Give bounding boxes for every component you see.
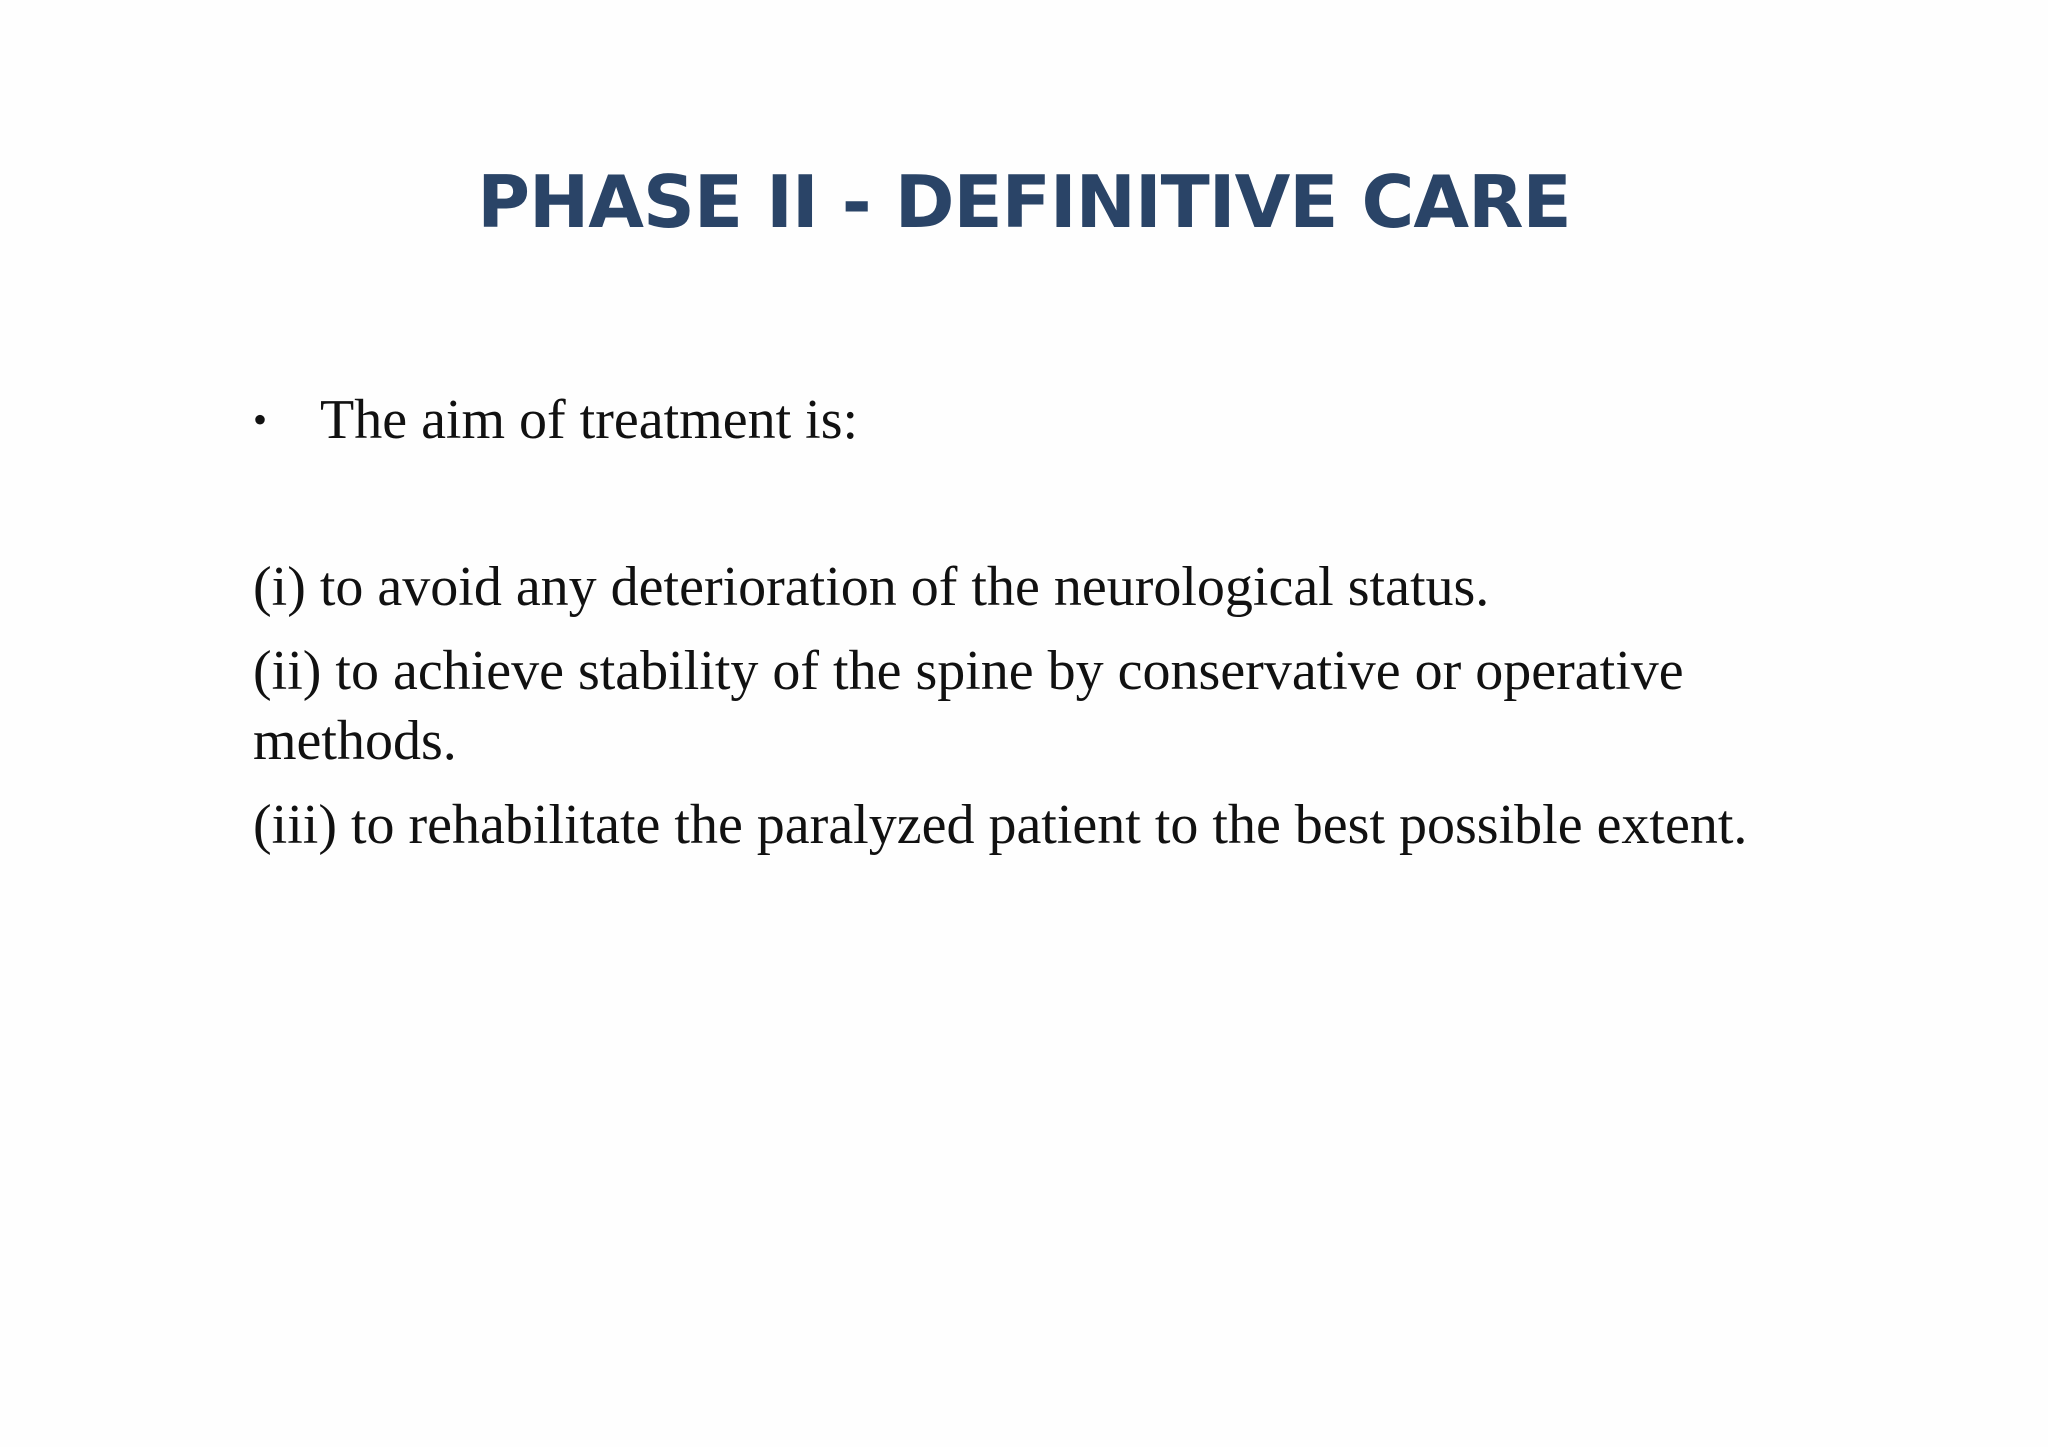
aim-list (253, 552, 1813, 874)
bullet-item (253, 380, 1853, 460)
bullet-icon: • (253, 397, 268, 442)
aim-item-3: (iii) to rehabilitate the paralyzed patient to the best possible extent. (253, 794, 1748, 856)
bullet-text: The aim of treatment is: (320, 389, 859, 451)
aim-item-2: (ii) to achieve stability of the spine by conservative or operative methods. (253, 640, 1684, 772)
slide-title: PHASE II - DEFINITIVE CARE (477, 160, 1571, 244)
slide-content (253, 380, 1853, 856)
aim-item-1: (i) to avoid any deterioration of the neurological status. (253, 556, 1490, 618)
